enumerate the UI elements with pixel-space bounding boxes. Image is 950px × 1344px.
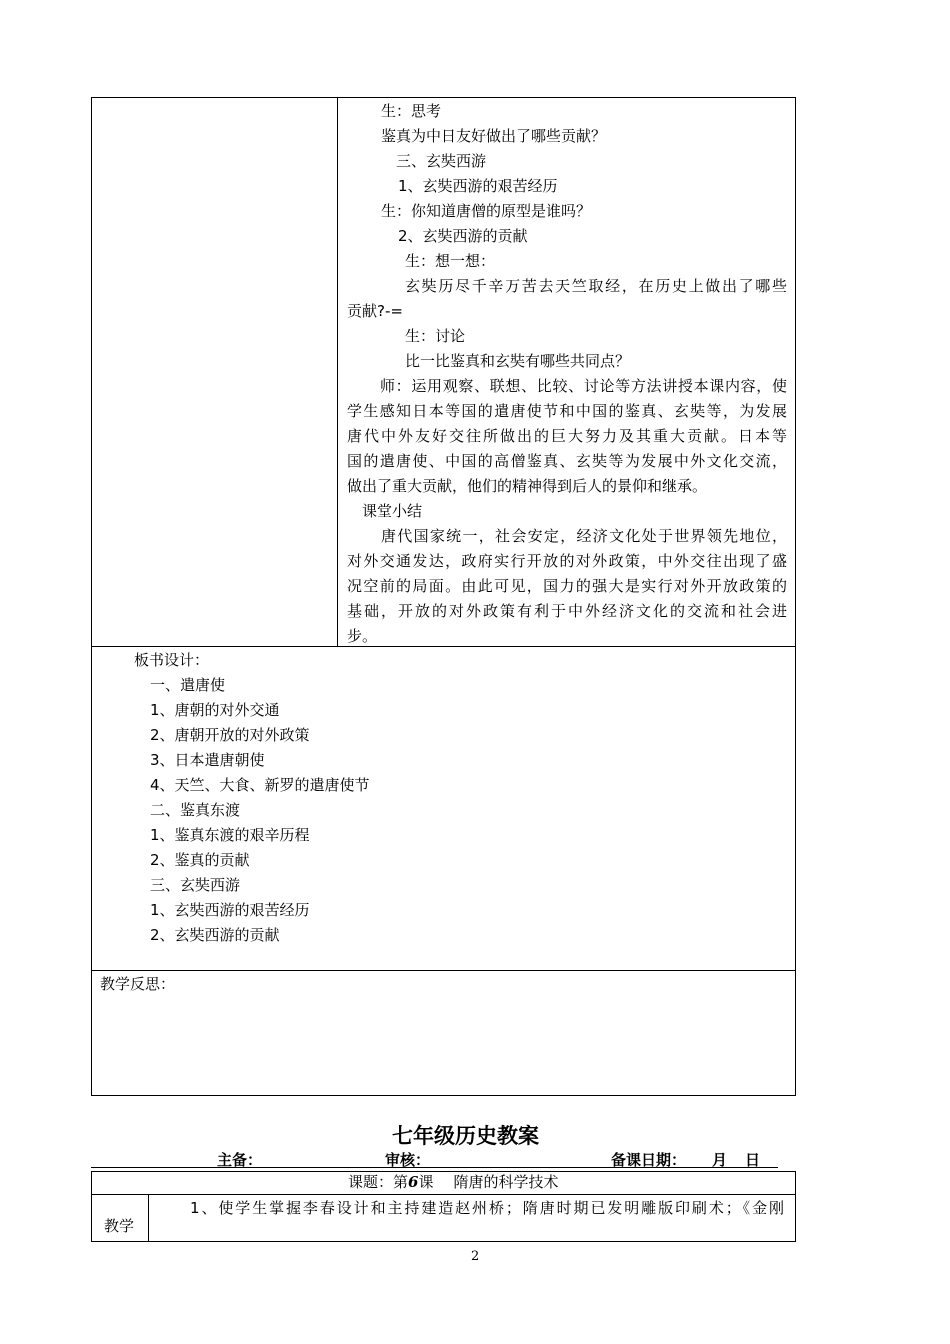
lesson-name: 隋唐的科学技术: [453, 1173, 559, 1191]
text-line: 生：讨论: [405, 327, 466, 345]
text-line: 1、玄奘西游的艰苦经历: [398, 177, 558, 195]
text-line: 玄奘历尽千辛万苦去天竺取经，在历史上做出了哪些: [405, 277, 787, 295]
goals-text: 1、使学生掌握李春设计和主持建造赵州桥；隋唐时期已发明雕版印刷术；《金刚: [190, 1199, 784, 1217]
text-line: 2、玄奘西游的贡献: [398, 227, 528, 245]
goals-label: 教学: [104, 1217, 135, 1235]
board-item: 2、唐朝开放的对外政策: [150, 726, 310, 744]
text-line: 做出了重大贡献，他们的精神得到后人的景仰和继承。: [347, 477, 708, 495]
table-row-divider: [91, 970, 796, 971]
text-line: 师：运用观察、联想、比较、讨论等方法讲授本课内容，使: [380, 377, 787, 395]
table-row-divider: [91, 1194, 796, 1195]
text-line: 三、玄奘西游: [396, 152, 487, 170]
board-item: 1、玄奘西游的艰苦经历: [150, 901, 310, 919]
table-column-divider: [337, 97, 338, 646]
board-item: 2、玄奘西游的贡献: [150, 926, 280, 944]
board-item: 3、日本遣唐朝使: [150, 751, 265, 769]
board-item: 2、鉴真的贡献: [150, 851, 250, 869]
board-item: 1、唐朝的对外交通: [150, 701, 280, 719]
header-underline: [91, 1167, 778, 1168]
lesson-suffix: 课: [418, 1173, 434, 1191]
table-row-divider: [91, 646, 796, 647]
text-line: 生：思考: [381, 102, 442, 120]
month-label: 月: [712, 1151, 728, 1169]
text-line: 比一比鉴真和玄奘有哪些共同点？: [405, 352, 631, 370]
text-line: 贡献?-=: [347, 302, 403, 320]
date-label: 备课日期：: [611, 1151, 687, 1169]
board-item: 三、玄奘西游: [150, 876, 241, 894]
text-line: 唐代国家统一，社会安定，经济文化处于世界领先地位，: [381, 527, 787, 545]
text-line: 唐代中外友好交往所做出的巨大努力及其重大贡献。日本等: [347, 427, 787, 445]
text-line: 学生感知日本等国的遣唐使节和中国的鉴真、玄奘等，为发展: [347, 402, 787, 420]
text-line: 步。: [347, 627, 378, 645]
text-line: 基础，开放的对外政策有利于中外经济文化的交流和社会进: [347, 602, 787, 620]
lesson-number: 6: [408, 1173, 419, 1191]
day-label: 日: [745, 1151, 761, 1169]
page-number: 2: [471, 1249, 480, 1264]
text-line: 鉴真为中日友好做出了哪些贡献？: [381, 127, 607, 145]
reflection-label: 教学反思：: [100, 975, 176, 993]
board-item: 二、鉴真东渡: [150, 801, 241, 819]
text-line: 生：你知道唐僧的原型是谁吗？: [381, 202, 592, 220]
board-design-label: 板书设计：: [134, 651, 210, 669]
board-item: 4、天竺、大食、新罗的遣唐使节: [150, 776, 370, 794]
page-title: 七年级历史教案: [392, 1124, 539, 1148]
text-line: 对外交通发达，政府实行开放的对外政策，中外交往出现了盛: [347, 552, 787, 570]
text-line: 国的遣唐使、中国的高僧鉴真、玄奘等为发展中外文化交流，: [347, 452, 787, 470]
lesson-prefix: 课题：第: [348, 1173, 409, 1191]
review-label: 审核：: [385, 1151, 431, 1169]
board-item: 1、鉴真东渡的艰辛历程: [150, 826, 310, 844]
host-label: 主备：: [217, 1151, 263, 1169]
board-item: 一、遣唐使: [150, 676, 226, 694]
text-line: 况空前的局面。由此可见，国力的强大是实行对外开放政策的: [347, 577, 787, 595]
table-column-divider: [148, 1194, 149, 1242]
text-line: 生：想一想：: [405, 252, 496, 270]
section-heading: 课堂小结: [362, 502, 423, 520]
lesson-title: [348, 1171, 558, 1194]
